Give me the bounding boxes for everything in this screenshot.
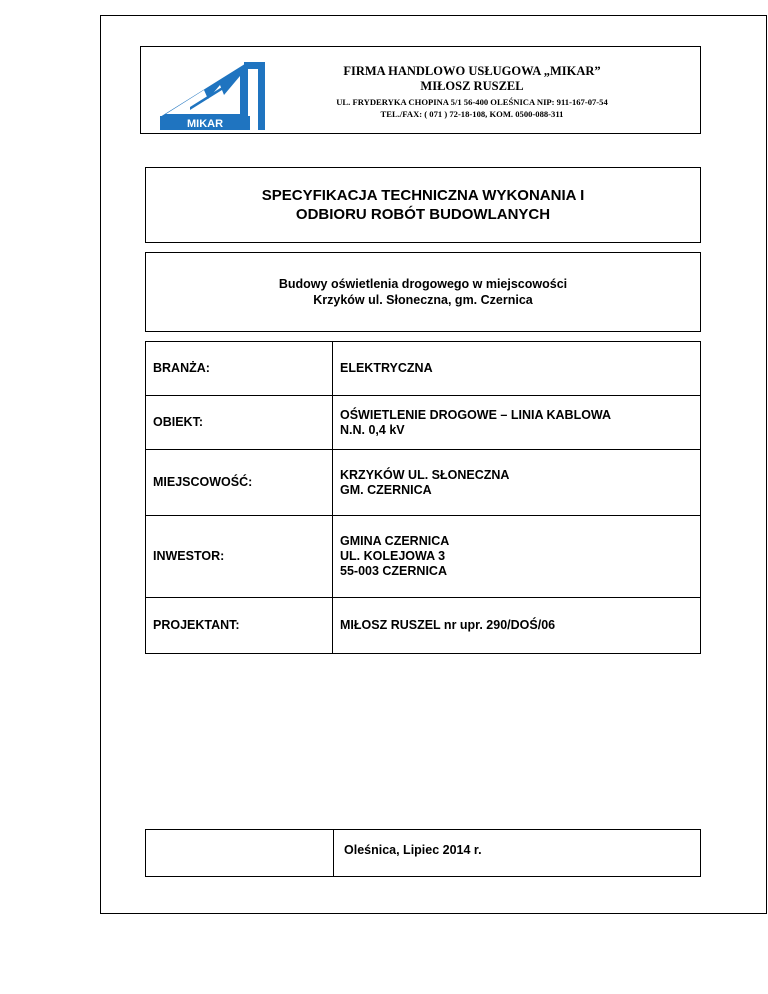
projektant-label: PROJEKTANT: bbox=[146, 598, 333, 654]
footer-table bbox=[145, 829, 701, 877]
project-subtitle-line1: Budowy oświetlenia drogowego w miejscowości bbox=[278, 277, 568, 291]
obiekt-value-line: OŚWIETLENIE DROGOWE – LINIA KABLOWA bbox=[340, 407, 612, 422]
document-title-line1: SPECYFIKACJA TECHNICZNA WYKONANIA I bbox=[261, 187, 585, 204]
table-row bbox=[146, 598, 701, 654]
document-title-line2: ODBIORU ROBÓT BUDOWLANYCH bbox=[295, 206, 551, 223]
inwestor-value-line: 55-003 CZERNICA bbox=[340, 564, 447, 578]
inwestor-value-line: GMINA CZERNICA bbox=[340, 534, 450, 548]
obiekt-value-line: N.N. 0,4 kV bbox=[340, 422, 405, 437]
miejscowosc-value bbox=[333, 450, 701, 516]
table-row bbox=[146, 516, 701, 598]
inwestor-label: INWESTOR: bbox=[146, 516, 333, 598]
branza-value-line: ELEKTRYCZNA bbox=[340, 361, 433, 375]
project-subtitle-line2: Krzyków ul. Słoneczna, gm. Czernica bbox=[313, 293, 533, 307]
footer-empty-cell bbox=[146, 830, 334, 877]
company-name: FIRMA HANDLOWO USŁUGOWA „MIKAR” bbox=[343, 64, 601, 78]
inwestor-value-line: UL. KOLEJOWA 3 bbox=[340, 549, 446, 563]
inwestor-value bbox=[333, 516, 701, 598]
obiekt-value bbox=[333, 396, 701, 450]
projektant-value bbox=[333, 598, 701, 654]
obiekt-label: OBIEKT: bbox=[146, 396, 333, 450]
miejscowosc-label: MIEJSCOWOŚĆ: bbox=[146, 450, 333, 516]
miejscowosc-value-line: GM. CZERNICA bbox=[340, 482, 432, 497]
mikar-logo bbox=[160, 59, 266, 130]
logo-text: MIKAR bbox=[186, 118, 224, 130]
projektant-value-line: MIŁOSZ RUSZEL nr upr. 290/DOŚ/06 bbox=[340, 618, 556, 632]
table-row bbox=[146, 450, 701, 516]
company-address: UL. FRYDERYKA CHOPINA 5/1 56-400 OLEŚNICA NIP: 911-167-07-54 bbox=[336, 97, 608, 107]
branza-label: BRANŻA: bbox=[146, 342, 333, 396]
company-info bbox=[262, 64, 682, 120]
miejscowosc-value-line: KRZYKÓW UL. SŁONECZNA bbox=[340, 467, 510, 482]
document-title-box bbox=[145, 167, 701, 243]
table-row bbox=[146, 396, 701, 450]
table-row bbox=[146, 342, 701, 396]
project-info-table bbox=[145, 341, 701, 654]
company-contact: TEL./FAX: ( 071 ) 72-18-108, KOM. 0500-088-311 bbox=[380, 109, 564, 119]
place-date: Oleśnica, Lipiec 2014 r. bbox=[334, 830, 701, 877]
branza-value bbox=[333, 342, 701, 396]
company-owner: MIŁOSZ RUSZEL bbox=[420, 79, 524, 93]
project-subtitle-box bbox=[145, 252, 701, 332]
